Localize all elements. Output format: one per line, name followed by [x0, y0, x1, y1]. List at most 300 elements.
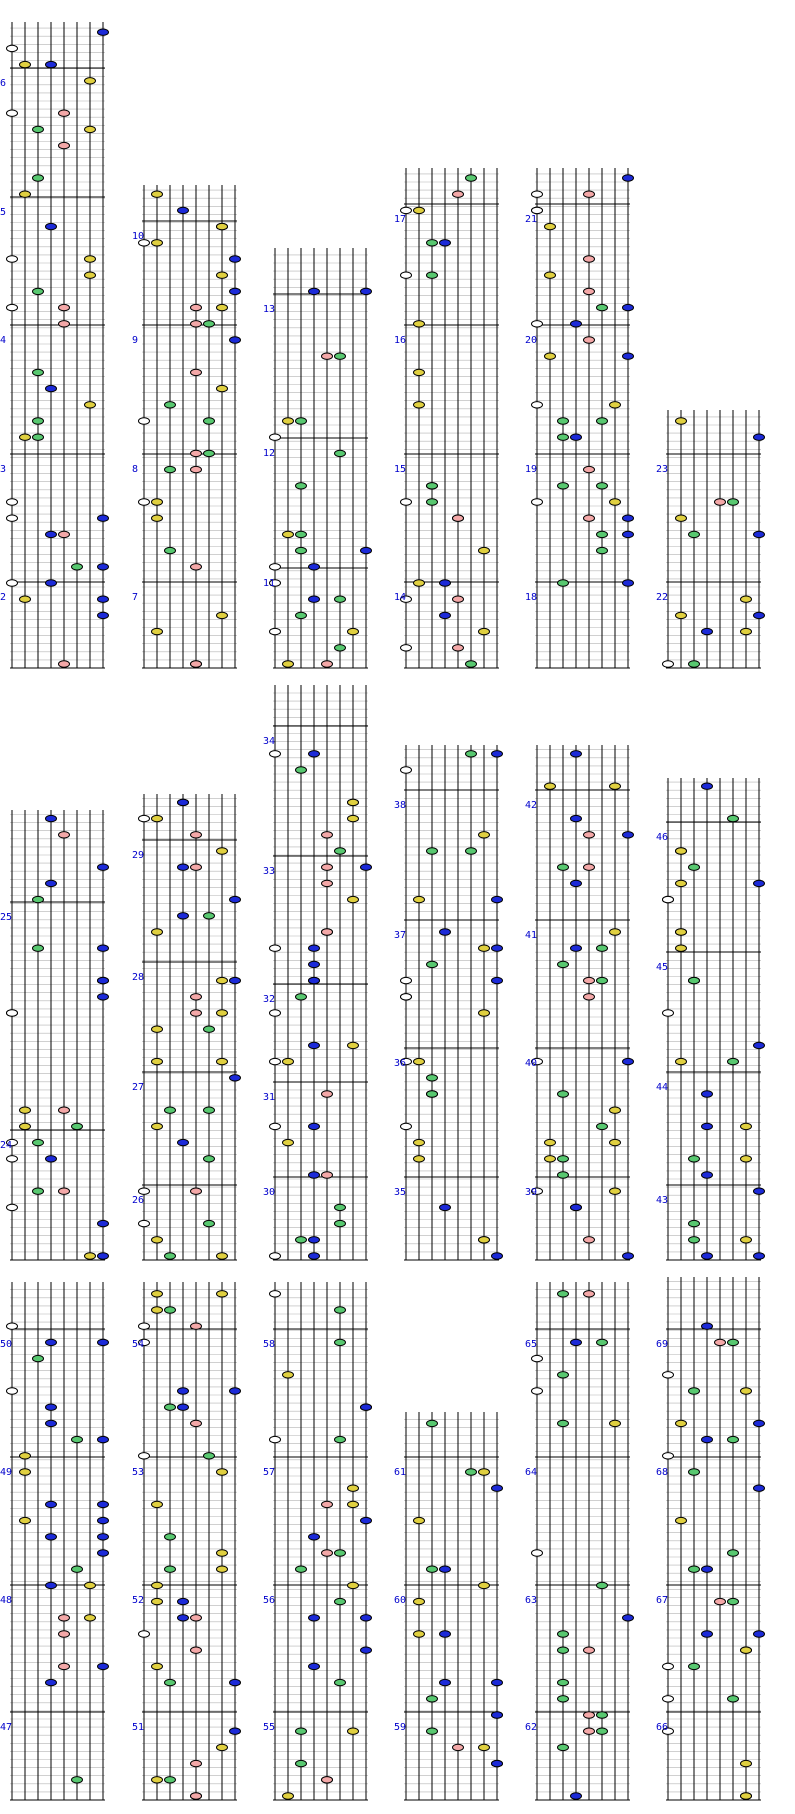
measure-number-label: 60 — [394, 1595, 407, 1606]
note — [152, 1598, 163, 1604]
note — [33, 945, 44, 951]
note — [676, 848, 687, 854]
note — [545, 783, 556, 789]
note — [204, 321, 215, 327]
note — [270, 628, 281, 634]
note — [178, 864, 189, 870]
measure-number-label: 45 — [656, 962, 669, 973]
note — [7, 1156, 18, 1162]
note — [152, 1307, 163, 1313]
note — [571, 321, 582, 327]
note — [46, 1534, 57, 1540]
note — [98, 1517, 109, 1523]
note — [46, 385, 57, 391]
note — [532, 191, 543, 197]
note — [98, 564, 109, 570]
note — [676, 612, 687, 618]
measure-number-label: 65 — [525, 1339, 538, 1350]
note — [59, 832, 70, 838]
note — [584, 337, 595, 343]
note — [545, 223, 556, 229]
note — [139, 1323, 150, 1329]
measure-number-label: 2 — [0, 592, 7, 603]
note — [414, 1631, 425, 1637]
note — [296, 531, 307, 537]
note — [335, 1436, 346, 1442]
note — [7, 110, 18, 116]
note — [152, 1123, 163, 1129]
measure-number-label: 3 — [0, 464, 7, 475]
note — [571, 751, 582, 757]
note — [532, 402, 543, 408]
note — [401, 645, 412, 651]
note — [597, 531, 608, 537]
note — [178, 1598, 189, 1604]
note — [689, 1237, 700, 1243]
note — [322, 832, 333, 838]
note — [59, 110, 70, 116]
note — [85, 126, 96, 132]
note — [204, 1107, 215, 1113]
note — [401, 1123, 412, 1129]
note — [689, 1566, 700, 1572]
note — [492, 1760, 503, 1766]
note — [309, 288, 320, 294]
note — [283, 661, 294, 667]
note — [322, 929, 333, 935]
measure-number-label: 57 — [263, 1467, 276, 1478]
note — [414, 369, 425, 375]
note — [204, 450, 215, 456]
measure-number-label: 39 — [525, 1187, 538, 1198]
note — [414, 1139, 425, 1145]
note — [296, 767, 307, 773]
note — [676, 945, 687, 951]
note — [558, 483, 569, 489]
note — [558, 1291, 569, 1297]
note — [571, 880, 582, 886]
note — [7, 304, 18, 310]
note — [20, 1107, 31, 1113]
note — [401, 207, 412, 213]
note — [558, 864, 569, 870]
note — [296, 1728, 307, 1734]
note — [715, 499, 726, 505]
note — [165, 547, 176, 553]
note — [427, 272, 438, 278]
note — [545, 1139, 556, 1145]
note — [597, 418, 608, 424]
measure-number-label: 8 — [132, 464, 139, 475]
note — [414, 1058, 425, 1064]
note — [270, 564, 281, 570]
note — [453, 596, 464, 602]
note — [98, 29, 109, 35]
note — [558, 1156, 569, 1162]
note — [558, 1696, 569, 1702]
note — [98, 864, 109, 870]
note — [283, 1372, 294, 1378]
note — [676, 929, 687, 935]
note — [401, 499, 412, 505]
note — [427, 848, 438, 854]
note — [59, 531, 70, 537]
note — [204, 1220, 215, 1226]
note — [597, 1123, 608, 1129]
note — [361, 864, 372, 870]
note — [571, 815, 582, 821]
note — [401, 272, 412, 278]
measure-number-label: 30 — [263, 1187, 276, 1198]
note — [479, 1010, 490, 1016]
note — [584, 1237, 595, 1243]
note — [623, 531, 634, 537]
measure-block — [263, 248, 372, 668]
note — [270, 1010, 281, 1016]
note — [440, 1631, 451, 1637]
note — [361, 1404, 372, 1410]
note — [152, 515, 163, 521]
measure-number-label: 66 — [656, 1722, 669, 1733]
note — [702, 1253, 713, 1259]
note — [322, 864, 333, 870]
measure-number-label: 23 — [656, 464, 669, 475]
note — [20, 191, 31, 197]
note — [152, 1237, 163, 1243]
note — [597, 977, 608, 983]
note — [571, 434, 582, 440]
note — [85, 1615, 96, 1621]
note — [335, 1339, 346, 1345]
note — [754, 1253, 765, 1259]
measure-number-label: 31 — [263, 1092, 276, 1103]
note — [59, 1615, 70, 1621]
note — [46, 1679, 57, 1685]
measure-number-label: 34 — [263, 736, 276, 747]
measure-number-label: 27 — [132, 1082, 145, 1093]
note — [479, 945, 490, 951]
note — [85, 272, 96, 278]
note — [165, 402, 176, 408]
note — [230, 1388, 241, 1394]
note — [414, 402, 425, 408]
note — [414, 1156, 425, 1162]
note — [98, 1550, 109, 1556]
note — [597, 304, 608, 310]
note — [191, 1760, 202, 1766]
note — [558, 580, 569, 586]
note — [46, 1339, 57, 1345]
note — [152, 929, 163, 935]
note — [98, 1663, 109, 1669]
note — [217, 612, 228, 618]
note — [348, 815, 359, 821]
note — [152, 1058, 163, 1064]
note — [754, 1042, 765, 1048]
note — [532, 207, 543, 213]
note — [610, 1107, 621, 1113]
note — [7, 1388, 18, 1394]
measure-number-label: 48 — [0, 1595, 13, 1606]
note — [427, 1566, 438, 1572]
note — [191, 450, 202, 456]
note — [558, 418, 569, 424]
note — [152, 1501, 163, 1507]
note — [309, 1615, 320, 1621]
note — [33, 1139, 44, 1145]
note — [33, 1355, 44, 1361]
note — [335, 1679, 346, 1685]
note — [335, 1220, 346, 1226]
note — [178, 1404, 189, 1410]
measure-number-label: 53 — [132, 1467, 145, 1478]
note — [728, 815, 739, 821]
note — [335, 353, 346, 359]
note — [217, 385, 228, 391]
note — [440, 240, 451, 246]
note — [492, 896, 503, 902]
note — [46, 1156, 57, 1162]
note — [165, 1679, 176, 1685]
note — [676, 418, 687, 424]
note — [558, 961, 569, 967]
note — [322, 661, 333, 667]
note — [689, 1220, 700, 1226]
note — [597, 1728, 608, 1734]
note — [309, 1534, 320, 1540]
note — [584, 1291, 595, 1297]
note — [427, 1420, 438, 1426]
measure-number-label: 59 — [394, 1722, 407, 1733]
note — [754, 1188, 765, 1194]
note — [754, 1485, 765, 1491]
note — [191, 1793, 202, 1799]
note — [584, 1712, 595, 1718]
note — [427, 499, 438, 505]
note — [85, 78, 96, 84]
note — [401, 767, 412, 773]
note — [623, 580, 634, 586]
note — [217, 1550, 228, 1556]
note — [178, 799, 189, 805]
note — [152, 191, 163, 197]
note — [59, 304, 70, 310]
note — [414, 207, 425, 213]
note — [663, 1010, 674, 1016]
note — [33, 418, 44, 424]
measure-number-label: 58 — [263, 1339, 276, 1350]
note — [623, 832, 634, 838]
note — [230, 288, 241, 294]
note — [322, 1172, 333, 1178]
note — [20, 1453, 31, 1459]
note — [98, 945, 109, 951]
note — [191, 864, 202, 870]
note — [728, 1339, 739, 1345]
measure-number-label: 47 — [0, 1722, 13, 1733]
measure-number-label: 33 — [263, 866, 276, 877]
note — [296, 1237, 307, 1243]
note — [689, 1156, 700, 1162]
measure-number-label: 63 — [525, 1595, 538, 1606]
note — [152, 815, 163, 821]
note — [72, 564, 83, 570]
note — [623, 1615, 634, 1621]
note — [741, 1760, 752, 1766]
note — [754, 1420, 765, 1426]
measure-block — [132, 185, 241, 668]
note — [322, 1501, 333, 1507]
note — [98, 1501, 109, 1507]
note — [453, 191, 464, 197]
note — [139, 1188, 150, 1194]
note — [309, 977, 320, 983]
measure-number-label: 10 — [132, 231, 145, 242]
note — [361, 288, 372, 294]
note — [72, 1566, 83, 1572]
measure-number-label: 52 — [132, 1595, 145, 1606]
measure-number-label: 5 — [0, 207, 7, 218]
note — [702, 1631, 713, 1637]
note — [689, 1663, 700, 1669]
note — [33, 1188, 44, 1194]
note — [741, 1123, 752, 1129]
note — [741, 596, 752, 602]
measure-number-label: 62 — [525, 1722, 538, 1733]
note — [46, 531, 57, 537]
note — [46, 61, 57, 67]
note — [230, 337, 241, 343]
measure-number-label: 46 — [656, 832, 669, 843]
note — [361, 547, 372, 553]
note — [7, 1204, 18, 1210]
note — [663, 1663, 674, 1669]
note — [492, 751, 503, 757]
measure-number-label: 64 — [525, 1467, 538, 1478]
note — [663, 896, 674, 902]
note — [139, 499, 150, 505]
note — [597, 1712, 608, 1718]
note — [427, 1075, 438, 1081]
measure-block — [525, 745, 634, 1260]
note — [46, 1420, 57, 1426]
measure-number-label: 24 — [0, 1140, 13, 1151]
note — [571, 945, 582, 951]
note — [191, 369, 202, 375]
note — [178, 207, 189, 213]
note — [689, 531, 700, 537]
note — [479, 1237, 490, 1243]
note — [20, 1123, 31, 1129]
note — [191, 1188, 202, 1194]
note — [230, 1728, 241, 1734]
note — [623, 515, 634, 521]
note — [401, 977, 412, 983]
note — [309, 1663, 320, 1669]
measure-number-label: 43 — [656, 1195, 669, 1206]
note — [270, 751, 281, 757]
note — [676, 1420, 687, 1426]
note — [217, 1469, 228, 1475]
note — [597, 1582, 608, 1588]
note — [191, 564, 202, 570]
note — [191, 1615, 202, 1621]
note — [152, 628, 163, 634]
measure-number-label: 42 — [525, 800, 538, 811]
note — [322, 1777, 333, 1783]
note — [283, 1793, 294, 1799]
measure-number-label: 32 — [263, 994, 276, 1005]
note — [492, 1712, 503, 1718]
measure-block — [263, 685, 372, 1260]
note — [191, 321, 202, 327]
measure-number-label: 29 — [132, 850, 145, 861]
note — [309, 1237, 320, 1243]
measure-number-label: 41 — [525, 930, 538, 941]
note — [663, 1453, 674, 1459]
note — [204, 1453, 215, 1459]
note — [532, 1550, 543, 1556]
note — [98, 1534, 109, 1540]
note — [191, 994, 202, 1000]
note — [492, 977, 503, 983]
note — [584, 832, 595, 838]
note — [702, 1172, 713, 1178]
note — [728, 1058, 739, 1064]
note — [348, 628, 359, 634]
note — [335, 1307, 346, 1313]
note — [98, 612, 109, 618]
note — [558, 1372, 569, 1378]
note — [610, 1139, 621, 1145]
measure-number-label: 20 — [525, 335, 538, 346]
note — [152, 1026, 163, 1032]
note — [348, 799, 359, 805]
measure-number-label: 26 — [132, 1195, 145, 1206]
note — [361, 1647, 372, 1653]
note — [335, 1550, 346, 1556]
note — [191, 1647, 202, 1653]
note — [584, 1647, 595, 1653]
note — [453, 515, 464, 521]
note — [532, 1355, 543, 1361]
note — [217, 1566, 228, 1572]
note — [689, 1469, 700, 1475]
note — [427, 240, 438, 246]
note — [558, 1172, 569, 1178]
note — [309, 751, 320, 757]
note — [335, 1598, 346, 1604]
note — [59, 1631, 70, 1637]
note — [689, 661, 700, 667]
note — [191, 1323, 202, 1329]
note — [623, 304, 634, 310]
note — [676, 1058, 687, 1064]
note — [204, 1156, 215, 1162]
note — [479, 1469, 490, 1475]
note — [165, 1534, 176, 1540]
note — [217, 1253, 228, 1259]
note — [715, 1339, 726, 1345]
note — [728, 1550, 739, 1556]
measure-block — [132, 794, 241, 1260]
measure-number-label: 15 — [394, 464, 407, 475]
note — [33, 175, 44, 181]
note — [663, 1696, 674, 1702]
note — [59, 142, 70, 148]
note — [217, 1744, 228, 1750]
note — [165, 1566, 176, 1572]
